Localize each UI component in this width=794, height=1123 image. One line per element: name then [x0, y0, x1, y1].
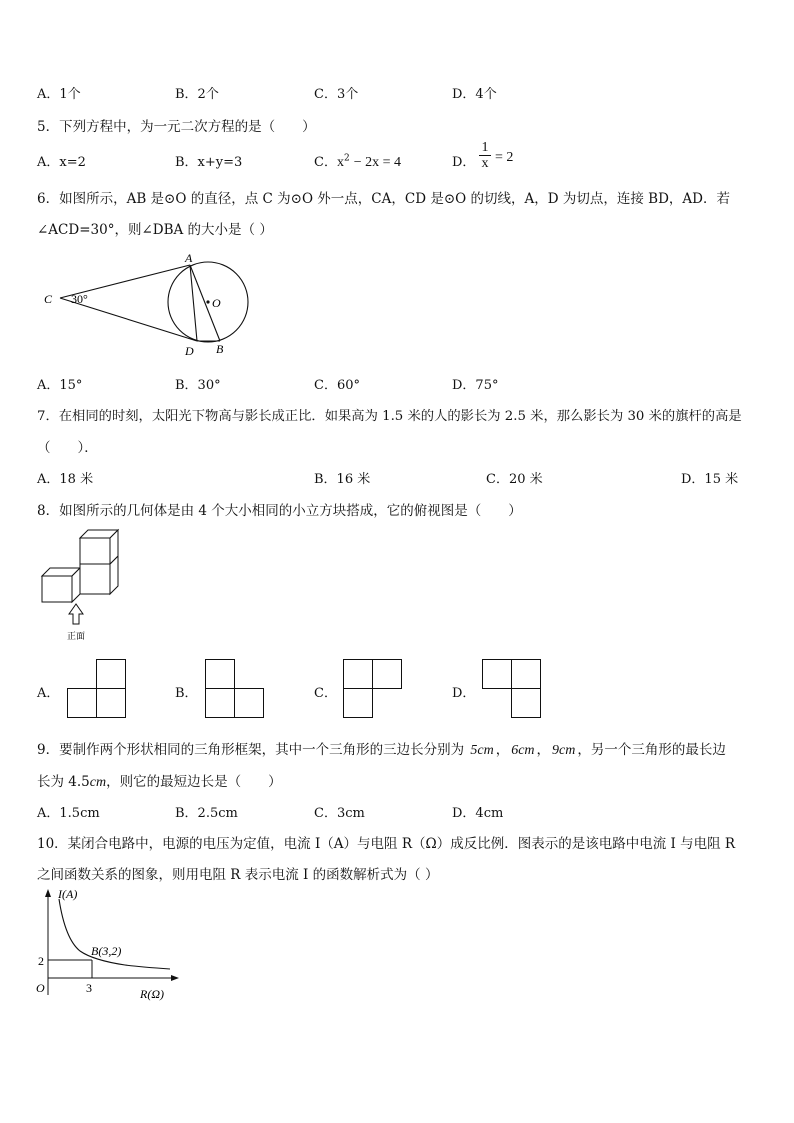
q9-option-b: B．2.5cm: [175, 806, 238, 821]
q5-option-d-rest: = 2: [495, 150, 514, 165]
q4-option-d: D．4个: [452, 87, 497, 102]
q5-option-c-exp: 2: [343, 153, 350, 164]
y-axis-arrow-icon: [45, 889, 51, 897]
q8-option-d-label: D．: [452, 686, 476, 701]
square: [235, 689, 264, 718]
q5-option-c-x: x: [336, 155, 344, 170]
label-b: B: [216, 342, 224, 356]
q8-option-c-figure: [342, 658, 404, 720]
q8-option-b-label: B．: [175, 686, 198, 701]
front-arrow-icon: [69, 604, 83, 624]
q4-option-c: C．3个: [314, 87, 359, 102]
q6-option-a: A．15°: [37, 378, 83, 393]
q9-stem2-unit: cm: [89, 775, 107, 790]
q5-option-d-fraction: [478, 140, 492, 172]
q8-stem: 8．如图所示的几何体是由 4 个大小相同的小立方块搭成，它的俯视图是（ ）: [37, 503, 522, 519]
front-label: 正面: [67, 632, 86, 642]
label-a: A: [185, 251, 193, 265]
q10-function-graph: [30, 885, 180, 1010]
chord-ad: [190, 265, 197, 341]
square: [483, 660, 512, 689]
q5-option-d-denominator: x: [481, 156, 489, 171]
cube-left-front: [42, 576, 72, 602]
inverse-curve: [59, 899, 170, 969]
q9-side3: 9cm: [552, 743, 576, 758]
square: [206, 660, 235, 689]
q9-stem-post: ，另一个三角形的最长边: [577, 742, 726, 758]
q5-option-d-label: D．: [452, 155, 476, 170]
label-c: C: [44, 292, 53, 306]
q9-stem2-post: ，则它的最短边长是（ ）: [106, 774, 282, 790]
q6-circle-tangent-figure: [40, 250, 260, 360]
q8-option-b-figure: [204, 658, 266, 720]
q8-option-d-figure: [481, 658, 543, 720]
q9-option-c: C．3cm: [314, 806, 365, 821]
q10-stem-line2: 之间函数关系的图象，则用电阻 R 表示电流 I 的函数解析式为（ ）: [37, 867, 439, 883]
q7-option-a: A．18 米: [37, 472, 94, 487]
q10-stem-line1: 10．某闭合电路中，电源的电压为定值，电流 I（A）与电阻 R（Ω）成反比例．图表示的是该电路中电流 I 与电阻 R: [37, 836, 736, 852]
q8-cube-figure: [38, 524, 128, 644]
q8-option-c-label: C．: [314, 686, 337, 701]
q8-option-a-label: A．: [37, 686, 60, 701]
square: [512, 660, 541, 689]
q6-option-c: C．60°: [314, 378, 360, 393]
q5-option-c-label: C．: [314, 155, 337, 170]
square: [512, 689, 541, 718]
y-axis-label: I(A): [58, 887, 78, 901]
q6-option-d: D．75°: [452, 378, 499, 393]
q9-option-d: D．4cm: [452, 806, 504, 821]
q6-stem-line2: ∠ACD=30°，则∠DBA 的大小是（ ）: [37, 222, 273, 238]
q9-stem-pre: 9．要制作两个形状相同的三角形框架，其中一个三角形的三边长分别为: [37, 742, 465, 758]
label-d: D: [185, 344, 194, 358]
q5-option-d-numerator: 1: [481, 140, 489, 155]
q8-option-a-figure: [66, 658, 128, 720]
q9-stem-line1: 9．要制作两个形状相同的三角形框架，其中一个三角形的三边长分别为 5cm ， 6cm ， 9cm ，另一个三角形的最长边: [37, 742, 726, 758]
square: [206, 689, 235, 718]
q4-option-a: A．1个: [37, 87, 81, 102]
square: [97, 689, 126, 718]
q7-option-c: C．20 米: [486, 472, 543, 487]
center-point: [206, 300, 209, 303]
q6-option-b: B．30°: [175, 378, 221, 393]
q5-option-a: A．x=2: [37, 155, 86, 170]
label-angle: 30°: [71, 292, 88, 306]
q9-option-a: A．1.5cm: [37, 806, 100, 821]
y-tick-label: 2: [38, 954, 44, 968]
square: [344, 689, 373, 718]
origin-label: O: [36, 981, 45, 995]
x-tick-label: 3: [86, 981, 92, 995]
q9-side1: 5cm: [470, 743, 494, 758]
x-axis-label: R(Ω): [140, 987, 164, 1001]
point-b-label: B(3,2): [91, 944, 122, 958]
q7-stem-line1: 7．在相同的时刻，太阳光下物高与影长成正比．如果高为 1.5 米的人的影长为 2.5 米，那么影长为 30 米的旗杆的高是: [37, 409, 742, 424]
square: [68, 689, 97, 718]
q5-option-c-rest: − 2x = 4: [353, 155, 401, 170]
q5-option-b: B．x+y=3: [175, 155, 243, 170]
q9-side2: 6cm: [511, 743, 535, 758]
square: [373, 660, 402, 689]
q4-option-b: B．2个: [175, 87, 219, 102]
q6-stem-line1: 6．如图所示，AB 是⊙O 的直径，点 C 为⊙O 外一点，CA，CD 是⊙O 的切线，A，D 为切点，连接 BD，AD．若: [37, 191, 730, 207]
q5-stem: 5．下列方程中，为一元二次方程的是（ ）: [37, 119, 316, 135]
q9-stem-line2: [37, 770, 282, 791]
q7-option-d: D．15 米: [681, 472, 739, 487]
cube-right-bottom-front: [80, 564, 110, 594]
cube-top-front: [80, 538, 110, 564]
square: [97, 660, 126, 689]
x-axis-arrow-icon: [171, 975, 179, 981]
q7-stem-line2: （ ）．: [37, 440, 98, 456]
label-o: O: [212, 296, 221, 310]
q5-option-c: [314, 151, 401, 171]
q7-option-b: B．16 米: [314, 472, 371, 487]
q9-stem2-pre: 长为 4.5: [37, 774, 90, 790]
square: [344, 660, 373, 689]
